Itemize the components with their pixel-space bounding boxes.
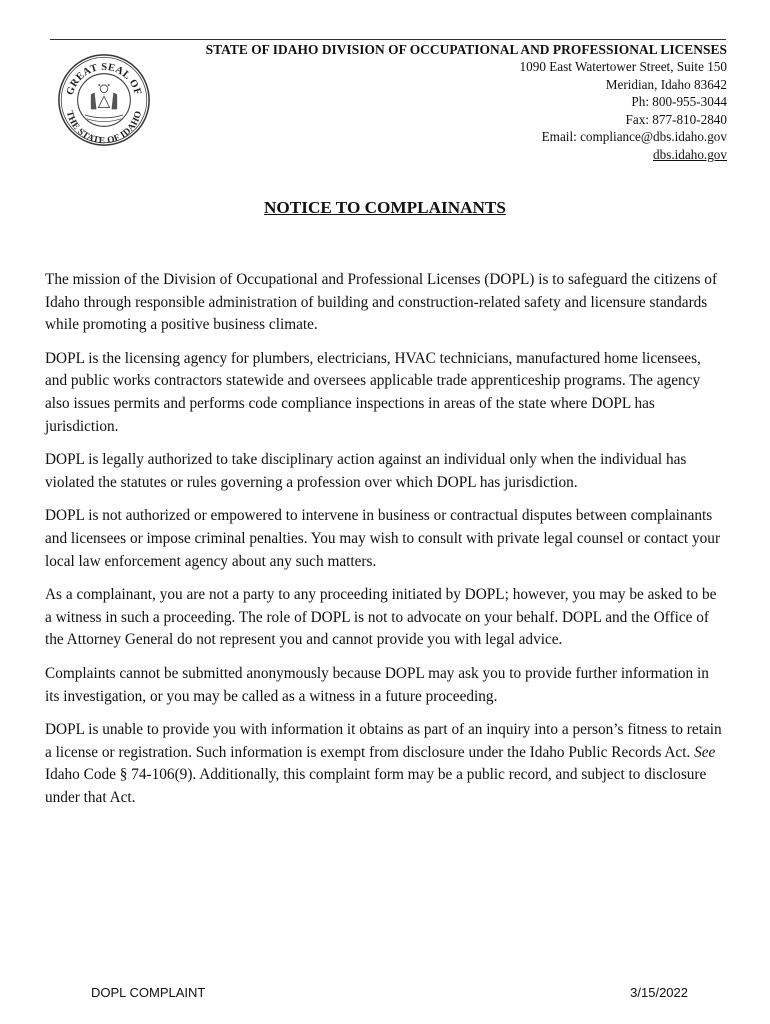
phone-number: Ph: 800-955-3044	[631, 94, 727, 110]
address-line-1: 1090 East Watertower Street, Suite 150	[519, 59, 727, 74]
disclosure-text-part-2: Idaho Code § 74-106(9). Additionally, this complaint form may be a public record, and subject to disclosure under that Act.	[45, 766, 707, 806]
letterhead	[206, 41, 727, 164]
footer-date: 3/15/2022	[630, 985, 688, 1000]
paragraph-not-authorized: DOPL is not authorized or empowered to intervene in business or contractual disputes between complainants and licensees or impose criminal penalties. You may wish to consult with private legal counsel or contact your local law enforcement agency about any such matters.	[45, 507, 721, 570]
paragraph-anonymous: Complaints cannot be submitted anonymously because DOPL may ask you to provide further information in its investigation, or you may be called as a witness in a future proceeding.	[45, 664, 709, 705]
svg-text:GREAT SEAL OF: GREAT SEAL OF	[64, 61, 144, 97]
paragraph-mission: The mission of the Division of Occupational and Professional Licenses (DOPL) is to safeguard the citizens of Idaho through responsible administration of building and construction-related safety and licensure standards while promoting a positive business climate.	[45, 271, 718, 334]
paragraph-disciplinary-authority: DOPL is legally authorized to take disciplinary action against an individual only when the individual has violated the statutes or rules governing a profession over which DOPL has jurisdiction.	[45, 451, 687, 491]
email-address: Email: compliance@dbs.idaho.gov	[541, 129, 727, 145]
great-seal-of-idaho-logo	[57, 53, 151, 147]
page-title: NOTICE TO COMPLAINANTS	[264, 198, 506, 217]
fax-number: Fax: 877-810-2840	[625, 111, 727, 127]
svg-text:THE STATE OF IDAHO: THE STATE OF IDAHO	[63, 109, 145, 147]
address-line-2: Meridian, Idaho 83642	[605, 76, 727, 92]
paragraph-complainant-role: As a complainant, you are not a party to any proceeding initiated by DOPL; however, you may be asked to be a witness in such a proceeding. The role of DOPL is not to advocate on your behalf. DOPL and the Office of the Attorney General do not represent you and cannot provide you with legal advice.	[45, 586, 717, 649]
disclosure-text-part-1: DOPL is unable to provide you with information it obtains as part of an inquiry into a person’s fitness to retain a license or registration. Such information is exempt from disclosure under the Idaho Public Records Act.	[45, 721, 722, 761]
paragraph-licensing-agency: DOPL is the licensing agency for plumbers, electricians, HVAC technicians, manufactured home licensees, and public works contractors statewide and oversees applicable trade apprenticeship programs. The agency also issues permits and performs code compliance inspections in areas of the state where DOPL has jurisdiction.	[45, 349, 701, 435]
see-citation-signal: See	[694, 743, 716, 761]
paragraph-disclosure	[45, 719, 725, 809]
agency-name: STATE OF IDAHO DIVISION OF OCCUPATIONAL AND PROFESSIONAL LICENSES	[205, 42, 727, 57]
header-rule	[50, 39, 726, 40]
website-link[interactable]: dbs.idaho.gov	[653, 146, 727, 162]
notice-body	[45, 269, 725, 820]
footer-form-name: DOPL COMPLAINT	[91, 985, 206, 1000]
